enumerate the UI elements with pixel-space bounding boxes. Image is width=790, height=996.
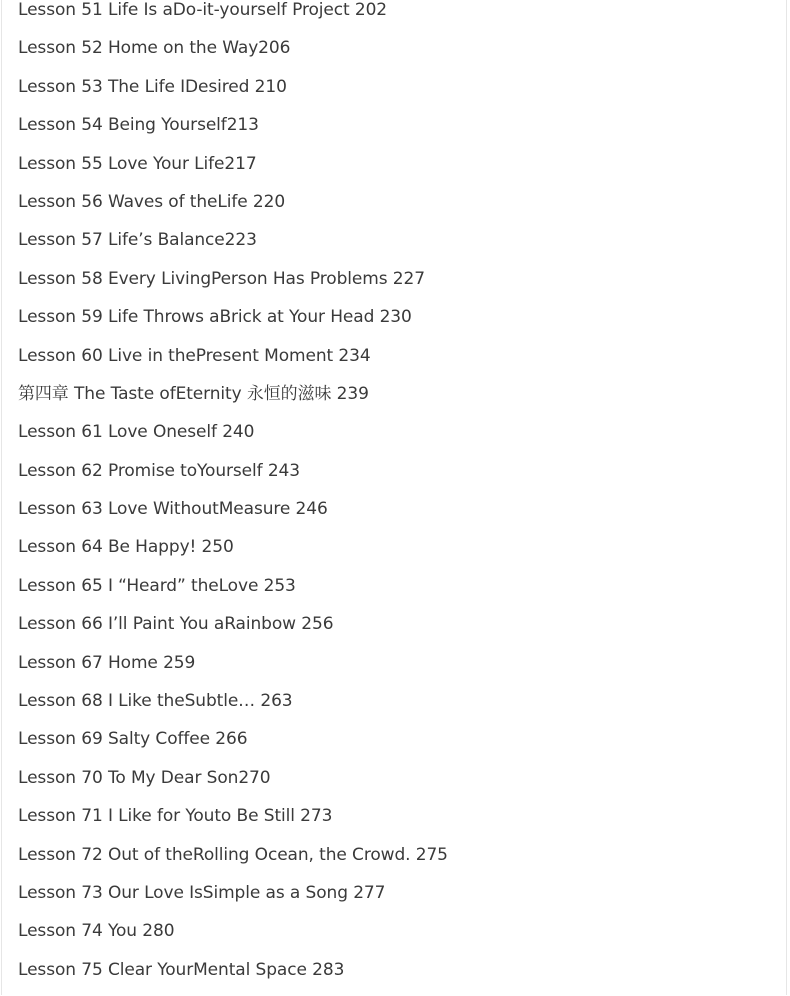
toc-entry-chapter-4: 第四章 The Taste ofEternity 永恒的滋味 239 [18, 383, 369, 404]
toc-entry-lesson-65: Lesson 65 I “Heard” theLove 253 [18, 575, 296, 596]
toc-entry-lesson-73: Lesson 73 Our Love IsSimple as a Song 277 [18, 882, 386, 903]
toc-entry-lesson-70: Lesson 70 To My Dear Son270 [18, 767, 271, 788]
toc-entry-lesson-57: Lesson 57 Life’s Balance223 [18, 230, 257, 251]
document-page [1, 0, 787, 995]
toc-entry-lesson-60: Lesson 60 Live in thePresent Moment 234 [18, 345, 371, 366]
toc-entry-lesson-59: Lesson 59 Life Throws aBrick at Your Head 230 [18, 307, 412, 328]
toc-entry-lesson-62: Lesson 62 Promise toYourself 243 [18, 460, 300, 481]
toc-entry-lesson-63: Lesson 63 Love WithoutMeasure 246 [18, 499, 328, 520]
toc-entry-lesson-52: Lesson 52 Home on the Way206 [18, 38, 291, 59]
table-of-contents [18, 0, 448, 996]
toc-entry-lesson-51: Lesson 51 Life Is aDo-it-yourself Project 202 [18, 0, 388, 20]
toc-entry-lesson-68: Lesson 68 I Like theSubtle… 263 [18, 691, 293, 712]
toc-entry-lesson-54: Lesson 54 Being Yourself213 [18, 115, 259, 136]
toc-entry-lesson-72: Lesson 72 Out of theRolling Ocean, the Crowd. 275 [18, 844, 448, 865]
toc-entry-lesson-69: Lesson 69 Salty Coffee 266 [18, 729, 248, 750]
toc-entry-lesson-74: Lesson 74 You 280 [18, 921, 175, 942]
toc-entry-lesson-75: Lesson 75 Clear YourMental Space 283 [18, 959, 345, 980]
toc-entry-lesson-55: Lesson 55 Love Your Life217 [18, 153, 257, 174]
toc-entry-lesson-66: Lesson 66 I’ll Paint You aRainbow 256 [18, 614, 334, 635]
toc-entry-lesson-67: Lesson 67 Home 259 [18, 652, 196, 673]
toc-entry-lesson-53: Lesson 53 The Life IDesired 210 [18, 76, 287, 97]
toc-entry-lesson-56: Lesson 56 Waves of theLife 220 [18, 191, 286, 212]
toc-entry-lesson-61: Lesson 61 Love Oneself 240 [18, 422, 255, 443]
toc-entry-lesson-58: Lesson 58 Every LivingPerson Has Problems 227 [18, 268, 425, 289]
toc-entry-lesson-71: Lesson 71 I Like for Youto Be Still 273 [18, 806, 333, 827]
toc-entry-lesson-64: Lesson 64 Be Happy! 250 [18, 537, 234, 558]
